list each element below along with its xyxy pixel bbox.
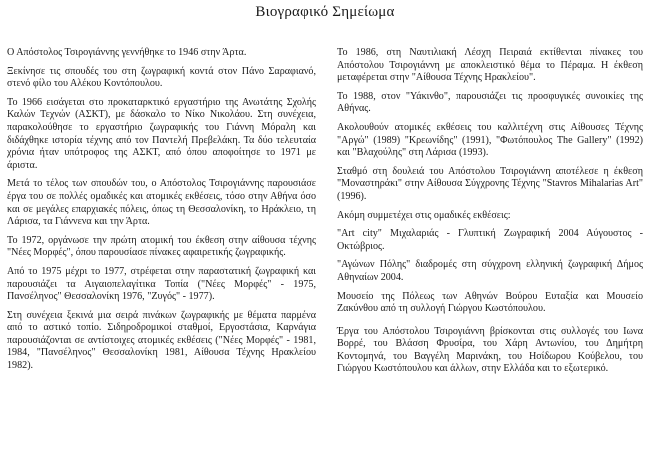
page-title: Βιογραφικό Σημείωμα <box>255 4 395 20</box>
paragraph-monastiraki: Σταθμό στη δουλειά του Απόστολου Τσιρογιάννη αποτέλεσε η έκθεση "Μοναστηράκι" στην Αίθουσα Σύγχρονης Τέχνης "Stavros Mihalarias Art" (1996). <box>337 165 643 202</box>
paragraph-early-studies: Ξεκίνησε τις σπουδές του στη ζωγραφική κοντά στον Πάνο Σαραφιανό, στενό φίλο του Αλέκου Κοντόπουλου. <box>7 65 316 90</box>
paragraph-urban-landscape: Στη συνέχεια ξεκινά μια σειρά πινάκων ζωγραφικής με θέματα παρμένα από το αστικό τοπίο. Σιδηροδρομικοί σταθμοί, Εργοστάσια, Καρνάγια παρουσιάζονται σε αντίστοιχες ατομικές εκθέσεις ("Νέες Μορφές" - 1981, 1984, "Πανσέληνος" Θεσσαλονίκη 1981, Αίθουσα Τέχνης Ηρακλείου 1982). <box>7 309 316 372</box>
paragraph-art-city: "Art city" Μιχαλαριάς - Γλυπτική Ζωγραφική 2004 Αύγουστος - Οκτώβριος. <box>337 228 643 252</box>
paragraph-1975-1977: Από το 1975 μέχρι το 1977, στρέφεται στην παραστατική ζωγραφική και παρουσιάζει τα Αιγαιοπελαγίτικα Τοπία ("Νέες Μορφές" - 1975, Πανσέληνος" Θεσσαλονίκη 1976, "Ζυγός" - 1977). <box>7 265 316 303</box>
biography-left-column <box>7 47 316 379</box>
paragraph-exhibitions: Μετά το τέλος των σπουδών του, ο Απόστολος Τσιρογιάννης παρουσιάσε έργα του σε πολλές ομαδικές και ατομικές εκθέσεις, τόσο στην Αθήνα όσο και σε μεγάλες επαρχιακές πόλεις, όπως τη Θεσσαλονίκη, το Ηράκλειο, τη Λάρισα, τα Γιάννενα και την Άρτα. <box>7 178 316 228</box>
biography-right-column <box>337 47 643 382</box>
paragraph-1972: Το 1972, οργάνωσε την πρώτη ατομική του έκθεση στην αίθουσα τέχνης "Νέες Μορφές", όπου παρουσίασε πίνακες αφαιρετικής ζωγραφικής. <box>7 234 316 259</box>
paragraph-group-intro: Ακόμη συμμετέχει στις ομαδικές εκθέσεις: <box>337 209 511 221</box>
paragraph-agonon-polis: "Αγώνων Πόλης" διαδρομές στη σύγχρονη ελληνική ζωγραφική Δήμος Αθηναίων 2004. <box>337 259 643 283</box>
paragraph-birth: Ο Απόστολος Τσιρογιάννης γεννήθηκε το 1946 στην Άρτα. <box>7 47 247 58</box>
paragraph-1986: Το 1986, στη Ναυτιλιακή Λέσχη Πειραιά εκτίθενται πίνακες του Απόστολου Τσιρογιάννη με αποκλειστικό θέμα το Πέραμα. Η έκθεση μεταφέρεται στην "Αίθουσα Τέχνης Ηρακλείου". <box>337 47 643 84</box>
paragraph-1988: Το 1988, στον "Υάκινθο", παρουσιάζει τις προσφυγικές συνοικίες της Αθήνας. <box>337 90 643 115</box>
paragraph-collections: Έργα του Απόστολου Τσιρογιάννη βρίσκονται στις συλλογές του Ιωνα Βορρέ, του Βλάσση Φρυσίρα, του Χάρη Αντωνίου, του Δημήτρη Κοντομηνά, του Βαγγέλη Μαρινάκη, του Ησίδωρου Κούβελου, του Γιώργου Κωστόπουλου και άλλων, στην Ελλάδα και το εξωτερικό. <box>337 325 643 375</box>
paragraph-solo-exhibitions: Ακολουθούν ατομικές εκθέσεις του καλλιτέχνη στις Αίθουσες Τέχνης "Αργώ" (1989) "Κρεωνίδης" (1991), "Φωτόπουλος The Gallery" (1992) και "Βλαχούλης" στη Λάρισα (1993). <box>337 121 643 159</box>
paragraph-museums: Μουσείο της Πόλεως των Αθηνών Βούρου Ευταξία και Μουσείο Ζακύνθου από τη συλλογή Γιώργου Κωστόπουλου. <box>337 290 643 315</box>
paragraph-asft: Το 1966 εισάγεται στο προκαταρκτικό εργαστήριο της Ανωτάτης Σχολής Καλών Τεχνών (ΑΣΚΤ), με δάσκαλο το Νίκο Νικολάου. Στη συνέχεια, παρακολούθησε το εργαστήριο ζωγραφικής του Γιάννη Μόραλη και διδάχθηκε ιστορία τέχνης από τον Παντελή Πρεβελάκη. Τα δύο τελευταία χρόνια ήταν υπότροφος της ΑΣΚΤ, από όπου αποφοίτησε το 1971 με άριστα. <box>7 96 316 171</box>
